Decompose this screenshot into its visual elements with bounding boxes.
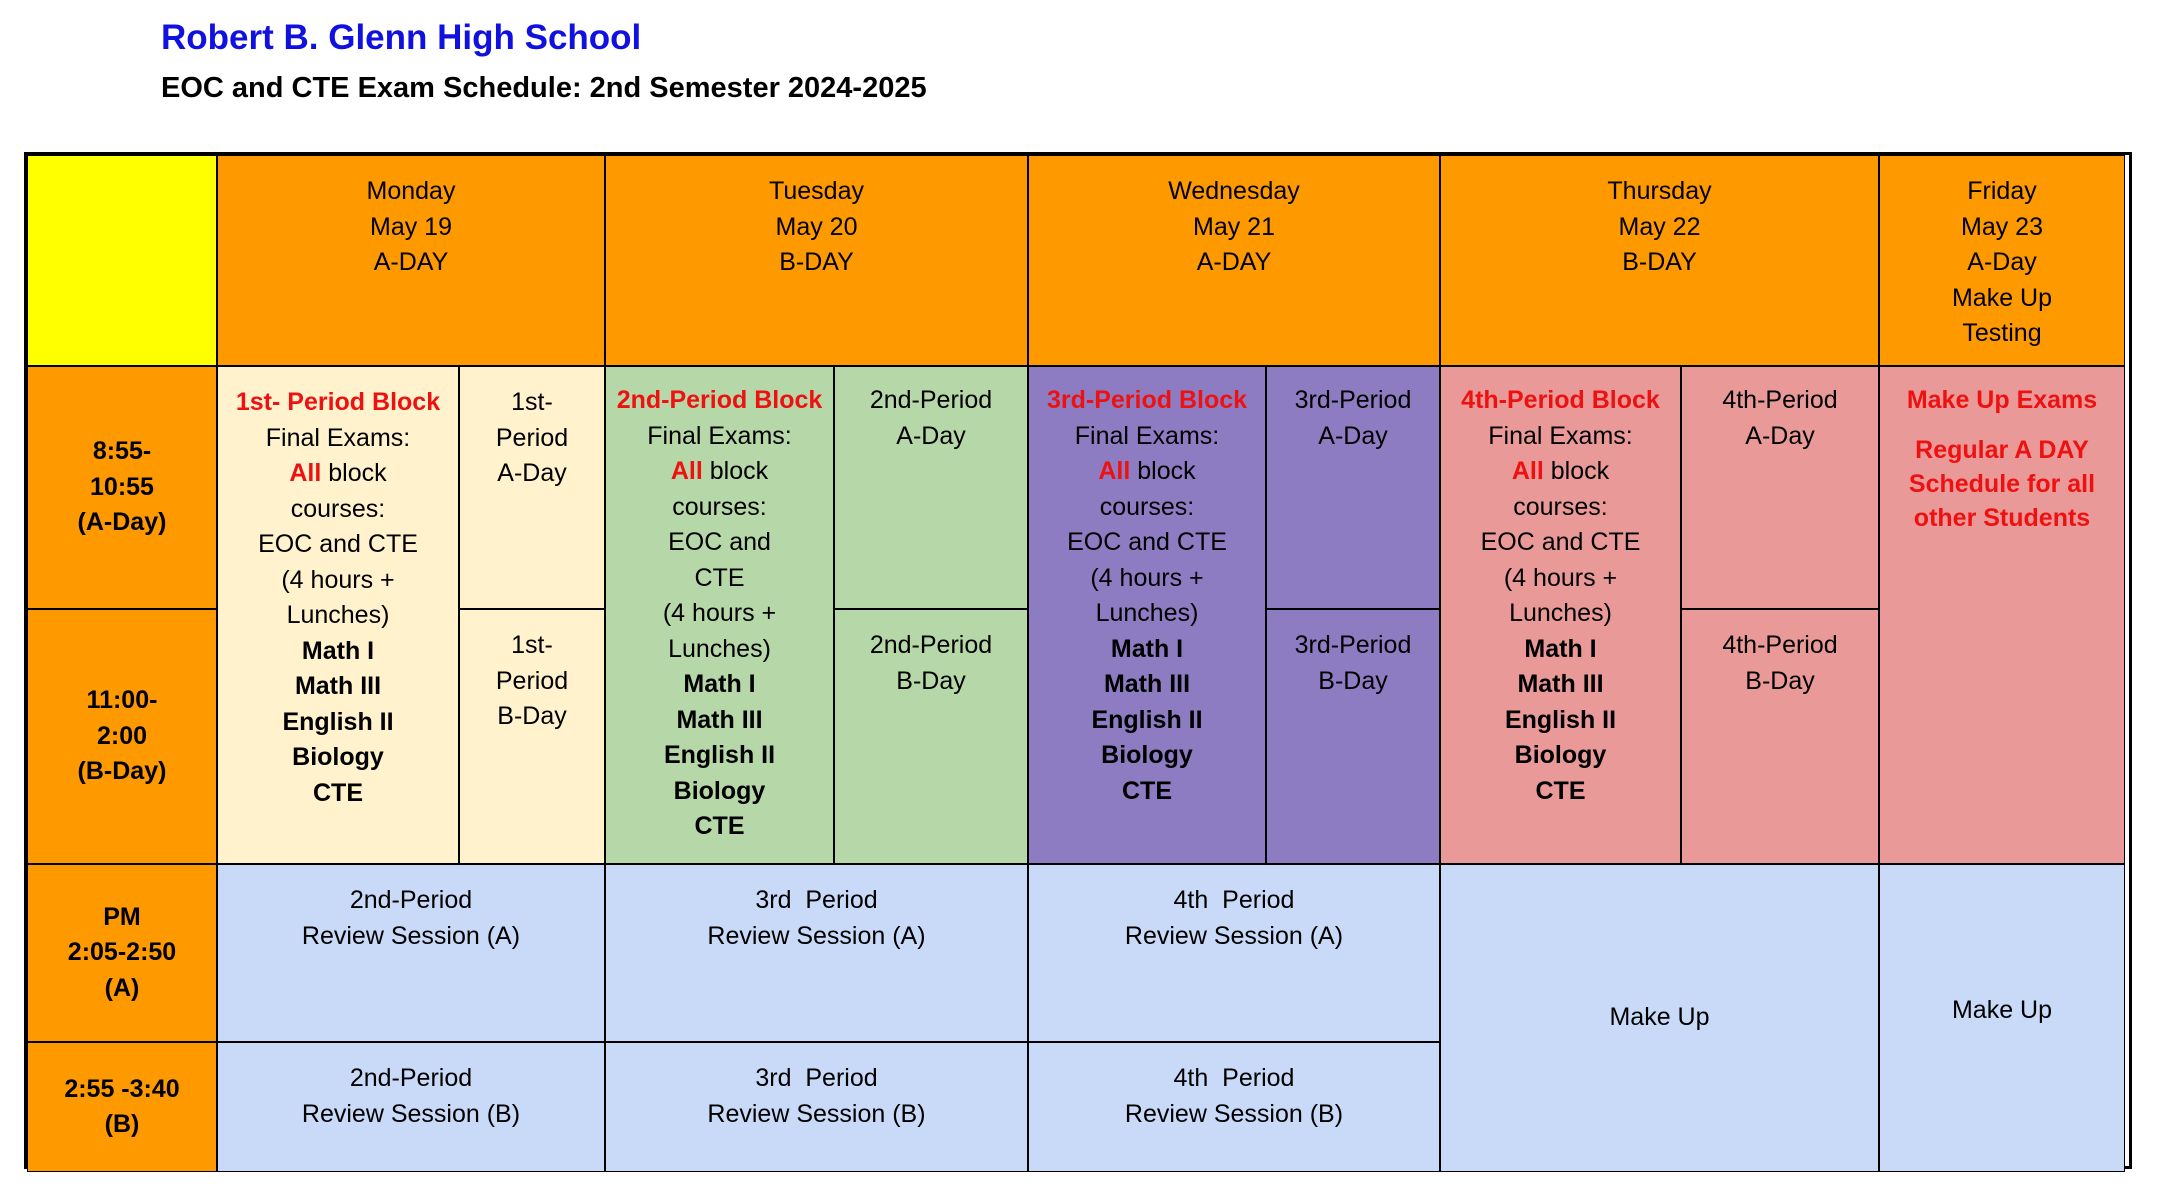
block-line: Final Exams: xyxy=(1074,421,1220,450)
time-text: 2:00 xyxy=(96,721,148,750)
block-line: courses: xyxy=(1513,492,1608,521)
period-text: 4th-Period xyxy=(1722,631,1838,659)
period-text: A-Day xyxy=(1745,421,1815,450)
time-text: (A) xyxy=(104,973,140,1002)
block-1st-period xyxy=(217,366,459,864)
block-line-text: block xyxy=(709,457,769,485)
day-type: B-DAY xyxy=(779,248,854,276)
block-line: (4 hours + xyxy=(1090,563,1204,592)
block-line: Final Exams: xyxy=(647,421,792,450)
block-4th-period xyxy=(1440,366,1681,864)
day-note: Make Up xyxy=(1951,283,2053,312)
subject: Math I xyxy=(683,670,756,698)
review-2nd-period-b xyxy=(217,1042,605,1172)
day-type: A-DAY xyxy=(373,248,449,276)
block-line: Regular A DAY xyxy=(1915,436,2089,464)
period-text: B-Day xyxy=(497,702,567,730)
time-text: 11:00- xyxy=(86,686,158,715)
block-line: other Students xyxy=(1913,504,2091,532)
period-1-a-day xyxy=(459,366,605,609)
period-text: B-Day xyxy=(1318,666,1388,695)
day-date: May 20 xyxy=(775,212,858,241)
block-line: Lunches) xyxy=(668,634,771,663)
period-text: B-Day xyxy=(1745,666,1815,695)
time-slot-b-day xyxy=(27,609,217,864)
period-text: 3rd-Period xyxy=(1294,631,1412,659)
period-4-b-day xyxy=(1681,609,1879,864)
block-line: CTE xyxy=(694,563,745,592)
friday-make-up xyxy=(1879,864,2125,1172)
time-text: 2:05-2:50 xyxy=(67,938,177,967)
block-line: Lunches) xyxy=(286,601,390,629)
review-3rd-period-a xyxy=(605,864,1028,1042)
block-line: courses: xyxy=(290,494,386,523)
period-1-b-day xyxy=(459,609,605,864)
review-text: Review Session (A) xyxy=(1124,921,1344,950)
subject: Biology xyxy=(1514,741,1607,769)
subject: Math I xyxy=(1524,634,1597,663)
review-4th-period-a xyxy=(1028,864,1440,1042)
block-title: 4th-Period Block xyxy=(1461,386,1660,414)
subject: English II xyxy=(1091,705,1203,734)
block-line: EOC and xyxy=(668,528,771,556)
period-text: 3rd-Period xyxy=(1294,386,1412,414)
header-friday xyxy=(1879,155,2125,366)
block-line xyxy=(1098,454,1195,490)
header-wednesday xyxy=(1028,155,1440,366)
period-4-a-day xyxy=(1681,366,1879,609)
review-text: 4th Period xyxy=(1173,1064,1295,1092)
block-line: EOC and CTE xyxy=(1067,528,1227,556)
block-line: courses: xyxy=(672,492,767,521)
day-date: May 23 xyxy=(1961,212,2043,241)
block-title: 2nd-Period Block xyxy=(616,386,823,414)
corner-cell xyxy=(27,155,217,366)
block-line xyxy=(1512,454,1609,490)
subject: CTE xyxy=(694,812,745,840)
review-text: 2nd-Period xyxy=(349,1064,473,1092)
review-2nd-period-a xyxy=(217,864,605,1042)
block-line: Schedule for all xyxy=(1908,470,2096,498)
block-line: Final Exams: xyxy=(265,423,411,452)
subject: English II xyxy=(1504,705,1617,734)
period-3-a-day xyxy=(1266,366,1440,609)
block-title: 1st- Period Block xyxy=(235,388,441,416)
subject: Math I xyxy=(1110,634,1184,663)
subject: English II xyxy=(282,707,394,736)
day-date: May 22 xyxy=(1618,212,1701,241)
subject: Biology xyxy=(1101,741,1193,769)
subject: CTE xyxy=(1122,776,1172,805)
block-line: Lunches) xyxy=(1509,599,1612,627)
time-slot-pm-a xyxy=(27,864,217,1042)
time-text: 2:55 -3:40 xyxy=(64,1074,180,1103)
header-tuesday xyxy=(605,155,1028,366)
block-line: Final Exams: xyxy=(1488,421,1633,450)
block-line-text: block xyxy=(1550,457,1610,485)
block-line: (4 hours + xyxy=(662,599,777,627)
all-label: All xyxy=(289,459,322,487)
review-text: Review Session (B) xyxy=(707,1099,926,1128)
subject: Math III xyxy=(1517,670,1604,698)
day-date: May 19 xyxy=(370,212,452,241)
period-text: 1st- xyxy=(511,631,553,659)
block-line xyxy=(671,454,768,490)
block-2nd-period xyxy=(605,366,834,864)
subject: English II xyxy=(663,741,776,769)
day-name: Thursday xyxy=(1607,177,1712,205)
day-type: A-DAY xyxy=(1196,248,1272,276)
block-title: 3rd-Period Block xyxy=(1046,386,1248,414)
school-title: Robert B. Glenn High School xyxy=(161,18,642,57)
time-text: (B-Day) xyxy=(77,757,167,786)
subject: Biology xyxy=(292,743,384,771)
all-label: All xyxy=(1098,457,1131,485)
subject: Math III xyxy=(676,705,763,734)
subject: CTE xyxy=(1535,776,1586,805)
subject: CTE xyxy=(313,778,363,807)
time-text: (B) xyxy=(104,1110,140,1138)
block-line: EOC and CTE xyxy=(258,530,418,558)
schedule-subtitle: EOC and CTE Exam Schedule: 2nd Semester 2024-2025 xyxy=(161,72,927,104)
block-make-up-exams xyxy=(1879,366,2125,864)
make-up-text: Make Up xyxy=(1609,1003,1710,1032)
period-text: 1st- xyxy=(511,388,553,416)
exam-schedule-table xyxy=(24,152,2132,1169)
period-text: B-Day xyxy=(896,666,966,695)
review-text: Review Session (B) xyxy=(1124,1099,1344,1128)
period-2-b-day xyxy=(834,609,1028,864)
period-3-b-day xyxy=(1266,609,1440,864)
day-date: May 21 xyxy=(1193,212,1275,241)
review-text: 3rd Period xyxy=(755,1064,878,1092)
time-slot-pm-b xyxy=(27,1042,217,1172)
subject: Math III xyxy=(1103,670,1191,698)
review-text: Review Session (B) xyxy=(301,1099,521,1128)
review-text: 4th Period xyxy=(1173,886,1295,914)
subject: Biology xyxy=(673,776,766,805)
time-text: 8:55- xyxy=(92,437,152,466)
review-4th-period-b xyxy=(1028,1042,1440,1172)
period-text: A-Day xyxy=(497,459,567,487)
review-3rd-period-b xyxy=(605,1042,1028,1172)
block-title: Make Up Exams xyxy=(1906,386,2098,414)
period-2-a-day xyxy=(834,366,1028,609)
block-line: Lunches) xyxy=(1095,599,1199,627)
day-note: Testing xyxy=(1962,319,2042,347)
time-text: 10:55 xyxy=(90,472,154,501)
block-line xyxy=(289,456,386,492)
day-name: Friday xyxy=(1967,177,2037,205)
time-slot-a-day xyxy=(27,366,217,609)
header-thursday xyxy=(1440,155,1879,366)
period-text: 2nd-Period xyxy=(869,386,993,414)
period-text: A-Day xyxy=(1318,421,1388,450)
header-monday xyxy=(217,155,605,366)
make-up-text: Make Up xyxy=(1951,996,2053,1025)
day-type: B-DAY xyxy=(1622,248,1697,276)
day-name: Tuesday xyxy=(769,177,864,205)
thursday-make-up xyxy=(1440,864,1879,1172)
day-name: Wednesday xyxy=(1168,177,1300,205)
block-3rd-period xyxy=(1028,366,1266,864)
subject: Math III xyxy=(294,672,382,700)
period-text: Period xyxy=(495,666,569,695)
day-type: A-Day xyxy=(1967,248,2037,276)
period-text: 2nd-Period xyxy=(869,631,993,659)
period-text: A-Day xyxy=(896,421,966,450)
review-text: Review Session (A) xyxy=(707,921,926,950)
block-line: (4 hours + xyxy=(281,565,395,594)
all-label: All xyxy=(670,457,703,485)
review-text: 2nd-Period xyxy=(349,886,473,914)
period-text: 4th-Period xyxy=(1722,386,1838,414)
subject: Math I xyxy=(301,636,375,665)
all-label: All xyxy=(1511,457,1544,485)
period-text: Period xyxy=(495,423,569,452)
time-text: (A-Day) xyxy=(77,508,167,537)
block-line: EOC and CTE xyxy=(1480,528,1641,556)
time-text: PM xyxy=(103,902,141,931)
block-line-text: block xyxy=(1137,457,1196,485)
block-line-text: block xyxy=(328,459,387,487)
day-name: Monday xyxy=(366,177,456,205)
review-text: 3rd Period xyxy=(755,886,878,914)
block-line: courses: xyxy=(1099,492,1195,521)
review-text: Review Session (A) xyxy=(301,921,521,950)
block-line: (4 hours + xyxy=(1503,563,1618,592)
